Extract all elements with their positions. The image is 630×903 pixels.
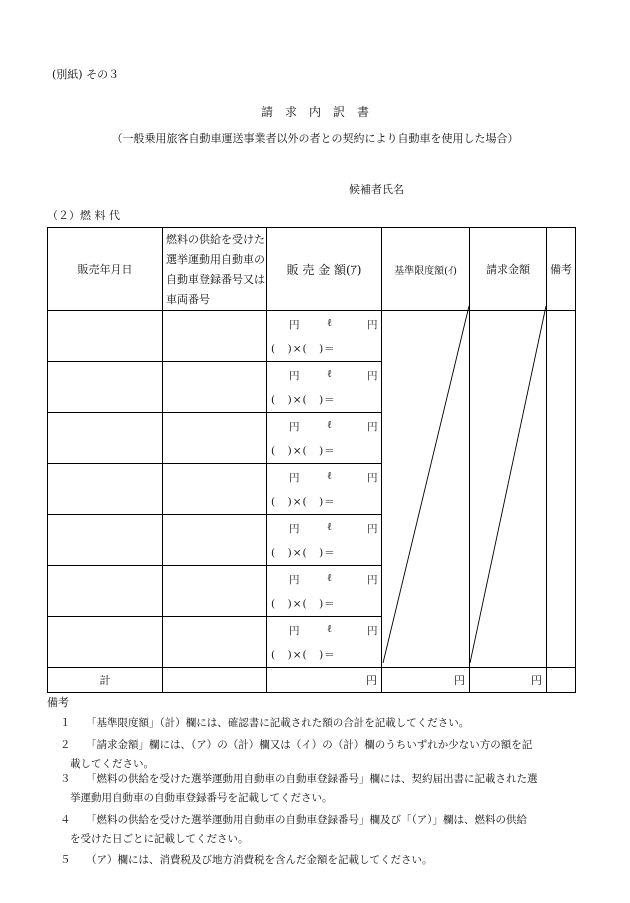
total-row	[48, 668, 576, 693]
sales-amount-cell[interactable]	[267, 464, 382, 515]
header-sale-date: 販売年月日	[48, 228, 163, 311]
yen-unit: 円	[367, 574, 378, 586]
yen-unit: 円	[367, 370, 378, 382]
total-claim-yen: 円	[470, 668, 547, 693]
sale-date-cell[interactable]	[48, 413, 163, 464]
vehicle-number-cell[interactable]	[163, 311, 267, 362]
yen-unit: 円	[367, 319, 378, 331]
yen-unit: 円	[289, 472, 300, 484]
fuel-cost-table	[47, 227, 576, 693]
header-vehicle-line: 自動車登録番号又は	[166, 273, 265, 286]
quantity-formula: ( )×( )＝	[271, 547, 336, 559]
candidate-name-label: 候補者氏名	[349, 183, 404, 196]
liter-unit: ℓ	[327, 419, 333, 431]
header-claim-amount: 請求金額	[470, 228, 547, 311]
header-remarks: 備考	[547, 228, 576, 311]
sale-date-cell[interactable]	[48, 464, 163, 515]
quantity-formula: ( )×( )＝	[271, 394, 336, 406]
yen-unit: 円	[289, 523, 300, 535]
yen-unit: 円	[289, 421, 300, 433]
liter-unit: ℓ	[327, 572, 333, 584]
vehicle-number-cell[interactable]	[163, 362, 267, 413]
liter-unit: ℓ	[327, 521, 333, 533]
annex-label: (別紙) その３	[52, 68, 120, 81]
note-text-line: 「請求金額」欄には、（ア）の（計）欄又は（イ）の（計）欄のうちいずれか少ない方の額を記	[86, 739, 533, 751]
header-vehicle-number	[163, 228, 267, 311]
entry-row	[48, 311, 576, 362]
quantity-formula: ( )×( )＝	[271, 445, 336, 457]
sale-date-cell[interactable]	[48, 515, 163, 566]
yen-unit: 円	[289, 625, 300, 637]
document-title: 請 求 内 訳 書	[260, 105, 369, 119]
notes-heading: 備考	[47, 696, 69, 709]
liter-unit: ℓ	[327, 317, 333, 329]
document-subtitle: （一般乗用旅客自動車運送事業者以外の者との契約により自動車を使用した場合）	[111, 132, 519, 145]
header-vehicle-line: 燃料の供給を受けた	[166, 233, 265, 246]
vehicle-number-cell[interactable]	[163, 515, 267, 566]
note-number: ４	[60, 814, 71, 826]
note-number: ３	[60, 773, 71, 785]
yen-unit: 円	[367, 472, 378, 484]
note-text-line: 挙運動用自動車の自動車登録番号を記載してください。	[70, 792, 333, 804]
vehicle-number-cell[interactable]	[163, 566, 267, 617]
remarks-cell[interactable]	[547, 311, 576, 668]
header-vehicle-line: 車両番号	[166, 293, 210, 306]
sales-amount-cell[interactable]	[267, 566, 382, 617]
limit-amount-cell	[382, 311, 470, 668]
header-limit-amount: 基準限度額(ｲ)	[382, 228, 470, 311]
total-limit-yen: 円	[382, 668, 470, 693]
vehicle-number-cell[interactable]	[163, 464, 267, 515]
yen-unit: 円	[289, 319, 300, 331]
table-header-row	[48, 228, 576, 311]
note-text-line: 「燃料の供給を受けた選挙運動用自動車の自動車登録番号」欄には、契約届出書に記載された選	[86, 773, 538, 785]
sales-amount-cell[interactable]	[267, 362, 382, 413]
yen-unit: 円	[367, 625, 378, 637]
quantity-formula: ( )×( )＝	[271, 598, 336, 610]
vehicle-number-cell[interactable]	[163, 413, 267, 464]
note-number: ２	[60, 739, 71, 751]
sales-amount-cell[interactable]	[267, 617, 382, 668]
sale-date-cell[interactable]	[48, 362, 163, 413]
header-sales-amount: 販 売 金 額(ｱ)	[267, 228, 382, 311]
section-label: （２）燃 料 代	[47, 209, 120, 222]
yen-unit: 円	[289, 370, 300, 382]
claim-amount-cell	[470, 311, 547, 668]
yen-unit: 円	[367, 421, 378, 433]
note-number: １	[60, 717, 71, 729]
yen-unit: 円	[367, 523, 378, 535]
liter-unit: ℓ	[327, 368, 333, 380]
note-text-line: 「燃料の供給を受けた選挙運動用自動車の自動車登録番号」欄及び「（ア）」欄は、燃料の供給	[86, 814, 527, 826]
sale-date-cell[interactable]	[48, 566, 163, 617]
note-text-line: 「基準限度額」（計）欄には、確認書に記載された額の合計を記載してください。	[86, 717, 470, 729]
header-vehicle-line: 選挙運動用自動車の	[166, 253, 265, 266]
total-sales-yen: 円	[267, 668, 382, 693]
sale-date-cell[interactable]	[48, 617, 163, 668]
quantity-formula: ( )×( )＝	[271, 649, 336, 661]
quantity-formula: ( )×( )＝	[271, 496, 336, 508]
total-label: 計	[48, 668, 163, 693]
sales-amount-cell[interactable]	[267, 515, 382, 566]
total-remarks-cell	[547, 668, 576, 693]
note-text-line: （ア）欄には、消費税及び地方消費税を含んだ金額を記載してください。	[86, 854, 433, 866]
note-number: ５	[60, 854, 71, 866]
liter-unit: ℓ	[327, 470, 333, 482]
liter-unit: ℓ	[327, 623, 333, 635]
yen-unit: 円	[289, 574, 300, 586]
note-text-line: を受けた日ごとに記載してください。	[70, 833, 249, 845]
vehicle-number-cell[interactable]	[163, 617, 267, 668]
note-text-line: 載してください。	[70, 758, 154, 770]
quantity-formula: ( )×( )＝	[271, 343, 336, 355]
total-vehicle-cell	[163, 668, 267, 693]
sales-amount-cell[interactable]	[267, 413, 382, 464]
sale-date-cell[interactable]	[48, 311, 163, 362]
sales-amount-cell[interactable]	[267, 311, 382, 362]
